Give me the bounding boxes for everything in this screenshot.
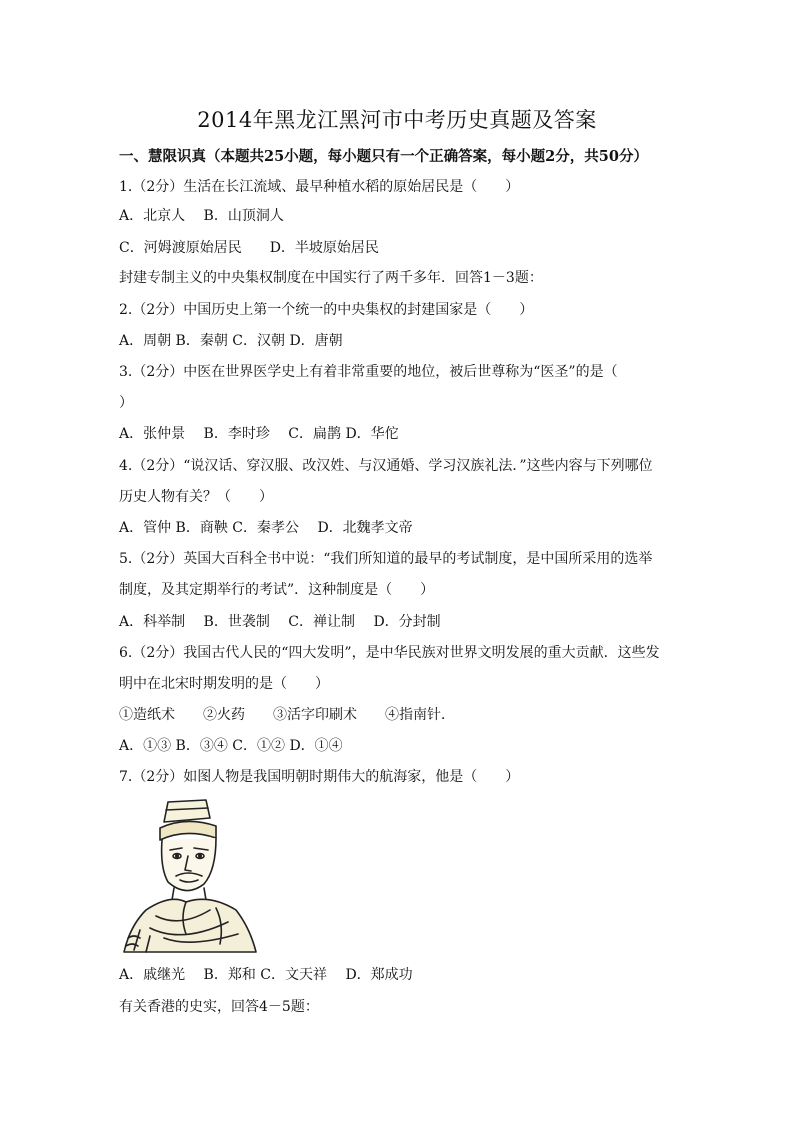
question-4-continued: 历史人物有关？（ ） [119, 489, 273, 505]
question-2-options: A．周朝 B．秦朝 C．汉朝 D．唐朝 [119, 333, 343, 349]
question-5-continued: 制度，及其定期举行的考试”．这种制度是（ ） [119, 582, 435, 598]
question-4-options: A．管仲 B．商鞅 C．秦孝公 D．北魏孝文帝 [119, 520, 413, 536]
question-6: 6.（2分）我国古代人民的“四大发明”，是中华民族对世界文明发展的重大贡献．这些发 [119, 645, 660, 661]
question-3-options: A．张仲景 B．李时珍 C．扁鹊 D．华佗 [119, 426, 399, 442]
question-4: 4.（2分）“说汉话、穿汉服、改汉姓、与汉通婚、学习汉族礼法．”这些内容与下列哪位 [119, 458, 653, 474]
question-1-options-a-b: A．北京人 B．山顶洞人 [119, 208, 284, 224]
question-7: 7.（2分）如图人物是我国明朝时期伟大的航海家，他是（ ） [119, 769, 520, 785]
page-title: 2014年黑龙江黑河市中考历史真题及答案 [197, 108, 597, 132]
question-6-items: ①造纸术 ②火药 ③活字印刷术 ④指南针． [119, 707, 455, 723]
question-1: 1.（2分）生活在长江流域、最早种植水稻的原始居民是（ ） [119, 179, 520, 195]
group-intro-1-3: 封建专制主义的中央集权制度在中国实行了两千多年．回答1－3题： [119, 270, 543, 286]
group-intro-4-5: 有关香港的史实，回答4－5题： [119, 999, 319, 1015]
section-heading: 一、慧限识真（本题共25小题，每小题只有一个正确答案，每小题2分，共50分） [119, 148, 648, 165]
question-6-continued: 明中在北宋时期发明的是（ ） [119, 676, 329, 692]
question-6-options: A．①③ B．③④ C．①② D．①④ [119, 738, 343, 754]
question-1-options-c-d: C．河姆渡原始居民 D．半坡原始居民 [119, 240, 379, 256]
question-5: 5.（2分）英国大百科全书中说：“我们所知道的最早的考试制度，是中国所采用的选举 [119, 551, 653, 567]
question-2: 2.（2分）中国历史上第一个统一的中央集权的封建国家是（ ） [119, 302, 534, 318]
question-7-options: A．戚继光 B．郑和 C．文天祥 D．郑成功 [119, 967, 413, 983]
question-5-options: A．科举制 B．世袭制 C．禅让制 D．分封制 [119, 614, 441, 630]
navigator-portrait-image [120, 798, 258, 954]
question-3: 3.（2分）中医在世界医学史上有着非常重要的地位，被后世尊称为“医圣”的是（ [119, 364, 618, 380]
question-3-continued: ） [119, 395, 133, 411]
